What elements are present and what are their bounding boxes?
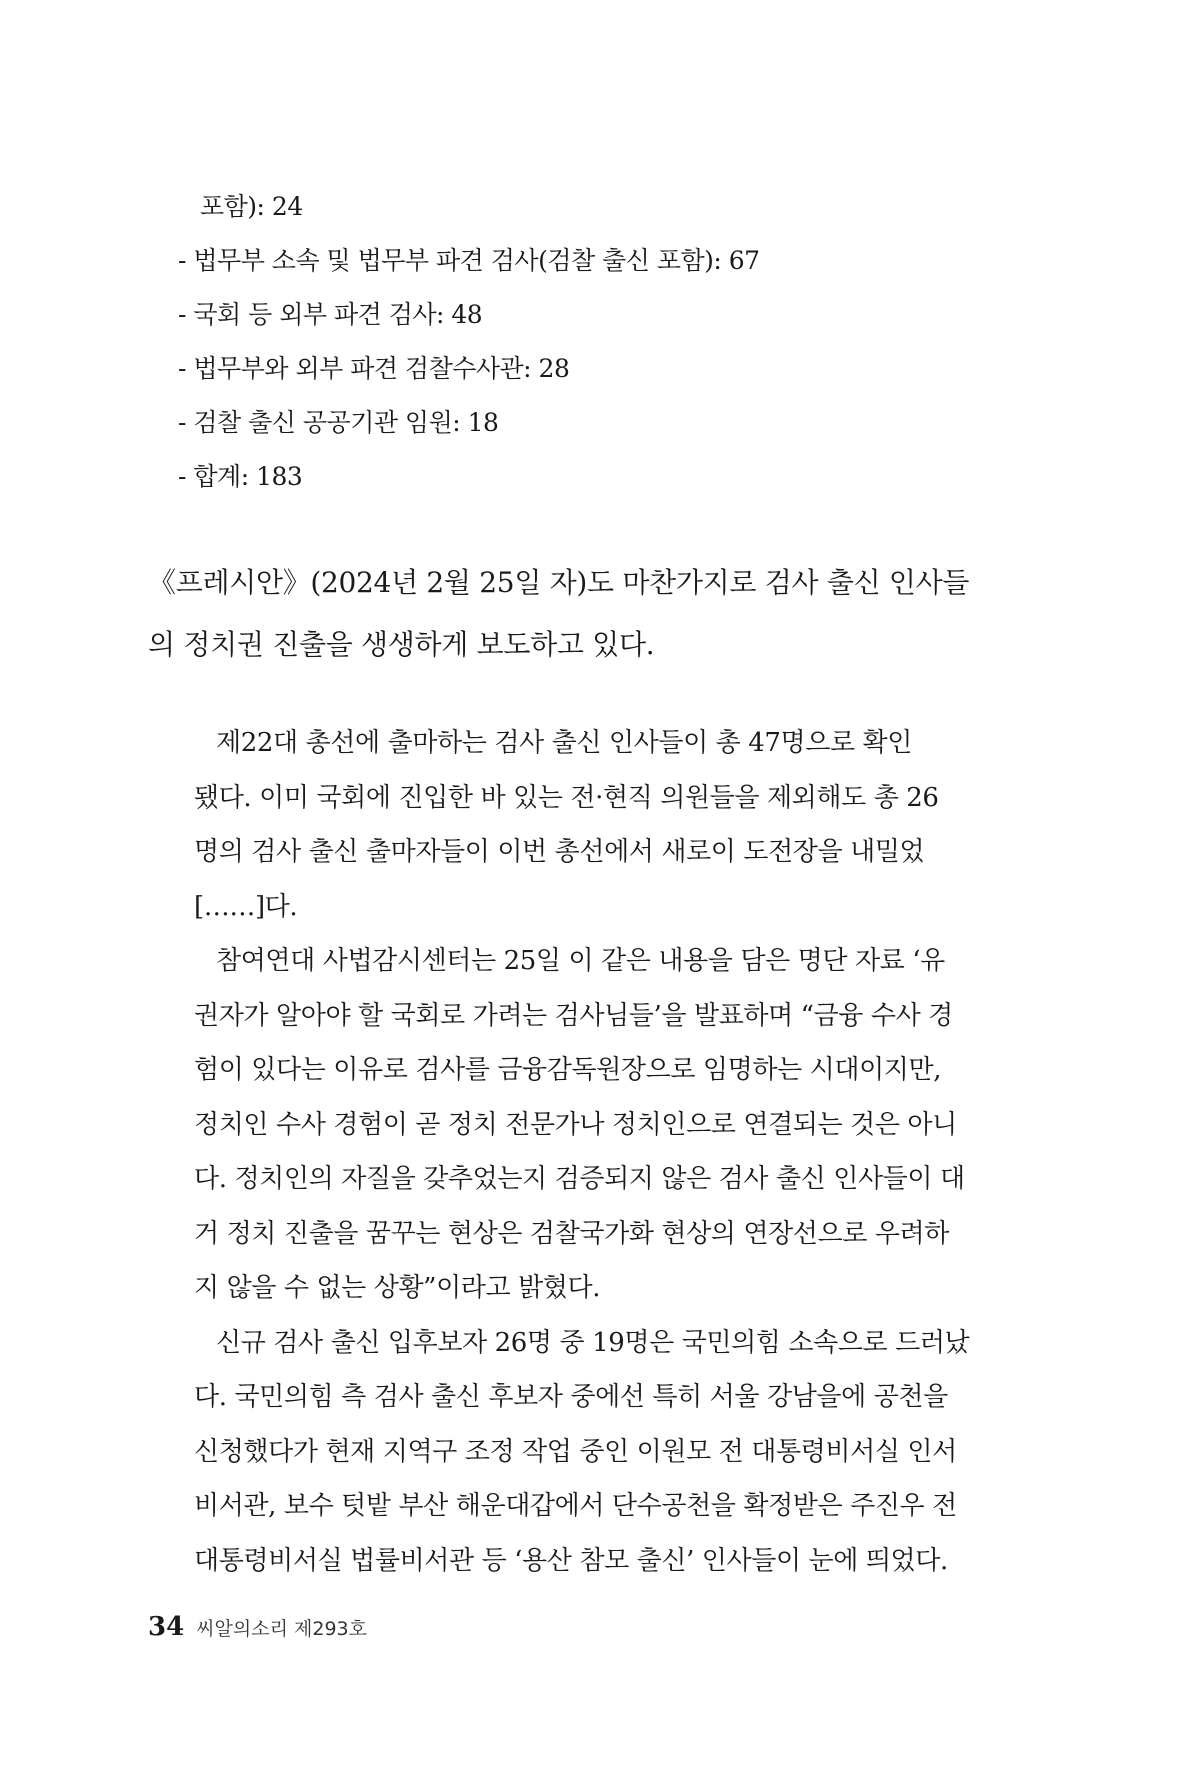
quote-line: 다. 국민의힘 측 검사 출신 후보자 중에선 특히 서울 강남을에 공천을: [194, 1382, 948, 1412]
quote-line: 험이 있다는 이유로 검사를 금융감독원장으로 임명하는 시대이지만,: [194, 1055, 942, 1085]
paragraph-line: 《프레시안》(2024년 2월 25일 자)도 마찬가지로 검사 출신 인사들: [148, 566, 970, 599]
quote-line: 정치인 수사 경험이 곧 정치 전문가나 정치인으로 연결되는 것은 아니: [194, 1109, 957, 1140]
list-item: - 합계: 183: [178, 462, 303, 491]
intro-paragraph: [148, 552, 978, 676]
page-footer: [148, 1612, 367, 1652]
quote-line: [……]다.: [194, 891, 298, 922]
quote-line: 비서관, 보수 텃밭 부산 해운대갑에서 단수공천을 확정받은 주진우 전: [194, 1491, 957, 1521]
quote-line: 대통령비서실 법률비서관 등 ‘용산 참모 출신’ 인사들이 눈에 띄었다.: [194, 1545, 948, 1576]
list-item: - 법무부와 외부 파견 검찰수사관: 28: [178, 354, 570, 383]
quote-line: 지 않을 수 없는 상황”이라고 밝혔다.: [194, 1273, 601, 1303]
quote-line: 됐다. 이미 국회에 진입한 바 있는 전·현직 의원들을 제외해도 총 26: [194, 782, 939, 813]
list-item: 포함): 24: [200, 192, 303, 221]
paragraph-line: 의 정치권 진출을 생생하게 보도하고 있다.: [148, 628, 655, 661]
statistics-list: [178, 180, 978, 504]
list-item: - 국회 등 외부 파견 검사: 48: [178, 300, 483, 329]
journal-title: 씨알의소리 제293호: [196, 1618, 367, 1640]
quote-line: 거 정치 진출을 꿈꾸는 현상은 검찰국가화 현상의 연장선으로 우려하: [194, 1218, 949, 1249]
page-number: 34: [148, 1612, 185, 1642]
quote-line: 명의 검사 출신 출마자들이 이번 총선에서 새로이 도전장을 내밀었: [194, 837, 925, 867]
quote-line: 신청했다가 현재 지역구 조정 작업 중인 이원모 전 대통령비서실 인서: [194, 1436, 957, 1467]
block-quote: [194, 716, 970, 1588]
list-item: - 법무부 소속 및 법무부 파견 검사(검찰 출신 포함): 67: [178, 246, 760, 275]
quote-line: 다. 정치인의 자질을 갖추었는지 검증되지 않은 검사 출신 인사들이 대: [194, 1164, 965, 1194]
quote-line: 신규 검사 출신 입후보자 26명 중 19명은 국민의힘 소속으로 드러났: [216, 1327, 970, 1358]
quote-line: 권자가 알아야 할 국회로 가려는 검사님들’을 발표하며 “금융 수사 경: [194, 1000, 953, 1031]
quote-line: 제22대 총선에 출마하는 검사 출신 인사들이 총 47명으로 확인: [216, 728, 912, 758]
quote-line: 참여연대 사법감시센터는 25일 이 같은 내용을 담은 명단 자료 ‘유: [216, 946, 945, 976]
list-item: - 검찰 출신 공공기관 임원: 18: [178, 408, 499, 437]
